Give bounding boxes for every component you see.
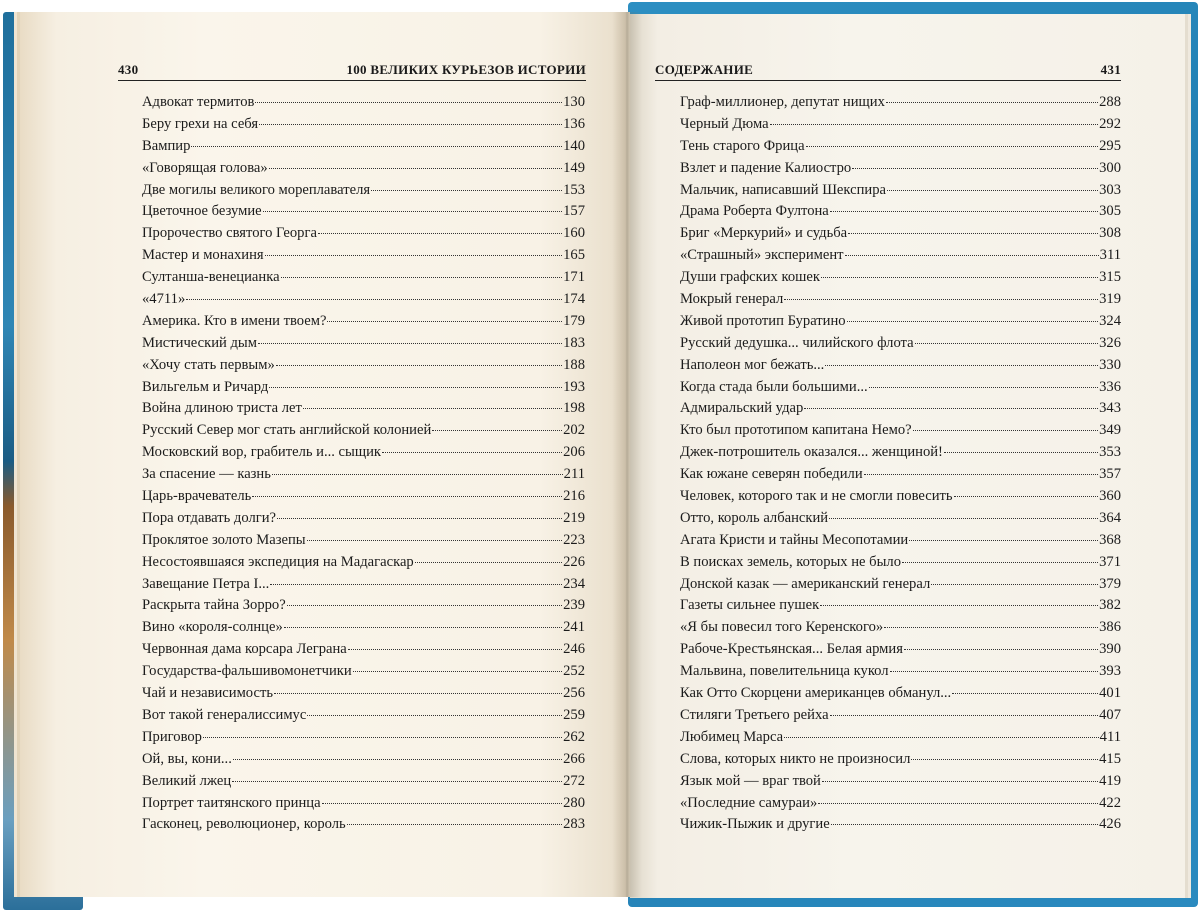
toc-entry-page: 239	[563, 597, 585, 614]
toc-leader-dots	[277, 517, 562, 519]
toc-entry	[680, 92, 1121, 114]
toc-entry-title: «4711»	[142, 291, 186, 308]
toc-entry-title: Вино «короля-солнце»	[142, 619, 283, 636]
toc-entry-title: Драма Роберта Фултона	[680, 203, 829, 220]
toc-entry-page: 193	[563, 378, 585, 395]
toc-leader-dots	[887, 189, 1098, 191]
toc-entry-page: 311	[1099, 247, 1121, 264]
toc-entry-title: Адвокат термитов	[142, 94, 255, 110]
toc-entry-title: Джек-потрошитель оказался... женщиной!	[680, 444, 943, 461]
toc-entry-title: Чижик-Пыжик и другие	[680, 816, 830, 833]
toc-entry-title: Наполеон мог бежать...	[680, 356, 825, 373]
toc-entry-page: 234	[563, 575, 585, 592]
toc-entry-page: 353	[1099, 444, 1121, 461]
toc-leader-dots	[347, 823, 562, 825]
toc-leader-dots	[258, 342, 562, 344]
toc-entry	[680, 464, 1121, 486]
toc-entry	[142, 749, 585, 771]
toc-entry	[142, 377, 585, 399]
book-gutter	[612, 12, 642, 897]
toc-entry-page: 183	[563, 334, 585, 351]
toc-entry-title: Несостоявшаяся экспедиция на Мадагаскар	[142, 553, 414, 570]
toc-entry-page: 165	[563, 247, 585, 264]
toc-entry	[142, 771, 585, 793]
toc-entry-title: Агата Кристи и тайны Месопотамии	[680, 531, 909, 548]
toc-entry	[680, 333, 1121, 355]
toc-entry	[142, 705, 585, 727]
toc-leader-dots	[232, 780, 562, 782]
toc-entry-page: 202	[563, 422, 585, 439]
toc-entry-title: Война длиною триста лет	[142, 400, 302, 417]
toc-entry-page: 300	[1099, 159, 1121, 176]
toc-entry-title: Человек, которого так и не смогли повесить	[680, 488, 953, 505]
toc-entry	[142, 201, 585, 223]
toc-entry	[142, 114, 585, 136]
toc-entry-title: Государства-фальшивомонетчики	[142, 663, 352, 680]
toc-entry	[142, 508, 585, 530]
toc-entry	[142, 267, 585, 289]
toc-leader-dots	[284, 626, 562, 628]
toc-entry-page: 330	[1099, 356, 1121, 373]
toc-entry-page: 241	[563, 619, 585, 636]
toc-entry-page: 371	[1099, 553, 1121, 570]
toc-entry	[142, 180, 585, 202]
toc-leader-dots	[931, 583, 1098, 585]
toc-entry	[680, 617, 1121, 639]
toc-entry	[142, 158, 585, 180]
toc-entry-title: Раскрыта тайна Зорро?	[142, 597, 286, 614]
toc-entry-page: 226	[563, 553, 585, 570]
toc-leader-dots	[822, 780, 1098, 782]
toc-entry-title: «Хочу стать первым»	[142, 356, 275, 373]
toc-entry-page: 256	[563, 685, 585, 702]
toc-entry-title: Как Отто Скорцени американцев обманул...	[680, 685, 952, 702]
toc-entry-title: Беру грехи на себя	[142, 115, 259, 132]
toc-entry-page: 419	[1099, 772, 1121, 789]
toc-entry-title: Бриг «Меркурий» и судьба	[680, 225, 848, 242]
toc-entry-title: Портрет таитянского принца	[142, 794, 321, 811]
toc-leader-dots	[272, 473, 563, 475]
toc-entry-title: Две могилы великого мореплавателя	[142, 181, 371, 198]
toc-leader-dots	[382, 451, 562, 453]
toc-leader-dots	[952, 692, 1098, 694]
toc-entry	[142, 420, 585, 442]
left-running-title: 100 ВЕЛИКИХ КУРЬЕЗОВ ИСТОРИИ	[346, 62, 586, 77]
toc-entry-page: 364	[1099, 509, 1121, 526]
toc-leader-dots	[307, 539, 562, 541]
toc-entry	[142, 136, 585, 158]
toc-entry-page: 308	[1099, 225, 1121, 242]
toc-leader-dots	[902, 561, 1098, 563]
toc-entry-page: 422	[1099, 794, 1121, 811]
toc-entry-page: 149	[563, 159, 585, 176]
toc-leader-dots	[784, 298, 1098, 300]
toc-entry	[142, 617, 585, 639]
toc-leader-dots	[890, 670, 1099, 672]
toc-entry-title: Царь-врачеватель	[142, 488, 252, 505]
toc-entry-title: Завещание Петра I...	[142, 575, 270, 592]
toc-leader-dots	[848, 232, 1098, 234]
toc-entry-title: Цветочное безумие	[142, 203, 262, 220]
toc-entry	[680, 355, 1121, 377]
toc-entry-page: 407	[1099, 706, 1121, 723]
toc-entry-title: Отто, король албанский	[680, 509, 829, 526]
toc-entry-page: 157	[563, 203, 585, 220]
toc-entry-page: 288	[1099, 94, 1121, 110]
toc-leader-dots	[191, 145, 562, 147]
toc-leader-dots	[911, 758, 1098, 760]
toc-entry-title: Тень старого Фрица	[680, 137, 805, 154]
toc-leader-dots	[274, 692, 562, 694]
toc-entry	[142, 595, 585, 617]
toc-entry-title: Кто был прототипом капитана Немо?	[680, 422, 912, 439]
toc-entry-page: 386	[1099, 619, 1121, 636]
toc-entry-title: Султанша-венецианка	[142, 269, 280, 286]
toc-entry-page: 382	[1099, 597, 1121, 614]
toc-leader-dots	[830, 714, 1099, 716]
toc-entry-page: 136	[563, 115, 585, 132]
toc-entry	[142, 442, 585, 464]
toc-entry	[680, 158, 1121, 180]
toc-entry-title: Мистический дым	[142, 334, 257, 351]
toc-leader-dots	[348, 648, 562, 650]
toc-entry-title: Живой прототип Буратино	[680, 312, 846, 329]
toc-leader-dots	[884, 626, 1098, 628]
toc-entry-page: 252	[563, 663, 585, 680]
toc-entry	[680, 442, 1121, 464]
right-page-number: 431	[1100, 62, 1121, 77]
toc-leader-dots	[820, 604, 1098, 606]
toc-entry-page: 292	[1099, 115, 1121, 132]
toc-leader-dots	[318, 232, 562, 234]
toc-leader-dots	[915, 342, 1099, 344]
toc-leader-dots	[818, 802, 1098, 804]
toc-entry	[680, 793, 1121, 815]
toc-entry-page: 324	[1099, 312, 1121, 329]
toc-entry	[142, 333, 585, 355]
toc-leader-dots	[852, 167, 1098, 169]
toc-leader-dots	[954, 495, 1099, 497]
toc-entry-page: 303	[1099, 181, 1121, 198]
toc-leader-dots	[259, 123, 562, 125]
toc-entry-page: 280	[563, 794, 585, 811]
toc-entry-page: 319	[1099, 291, 1121, 308]
toc-leader-dots	[353, 670, 562, 672]
toc-entry-title: «Последние самураи»	[680, 794, 818, 811]
toc-entry	[680, 420, 1121, 442]
toc-entry	[142, 92, 585, 114]
toc-leader-dots	[233, 758, 562, 760]
toc-leader-dots	[270, 583, 562, 585]
toc-entry-page: 426	[1099, 816, 1121, 833]
toc-entry	[680, 639, 1121, 661]
toc-entry	[142, 223, 585, 245]
toc-entry	[680, 595, 1121, 617]
toc-entry-title: В поисках земель, которых не было	[680, 553, 901, 570]
toc-entry-title: Рабоче-Крестьянская... Белая армия	[680, 641, 903, 658]
toc-entry	[142, 464, 585, 486]
toc-entry-page: 379	[1099, 575, 1121, 592]
toc-entry-page: 259	[563, 706, 585, 723]
toc-entry-page: 295	[1099, 137, 1121, 154]
toc-entry	[680, 683, 1121, 705]
toc-entry	[142, 311, 585, 333]
toc-leader-dots	[265, 254, 562, 256]
toc-entry	[680, 574, 1121, 596]
toc-leader-dots	[269, 167, 562, 169]
toc-entry-title: Мальвина, повелительница кукол	[680, 663, 889, 680]
toc-entry	[680, 552, 1121, 574]
toc-leader-dots	[845, 254, 1099, 256]
toc-entry-page: 140	[563, 137, 585, 154]
toc-entry	[142, 793, 585, 815]
toc-leader-dots	[415, 561, 562, 563]
toc-entry-title: Граф-миллионер, депутат нищих	[680, 94, 885, 110]
toc-leader-dots	[281, 276, 563, 278]
toc-leader-dots	[203, 736, 562, 738]
toc-entry-title: Любимец Марса	[680, 728, 784, 745]
toc-entry	[142, 639, 585, 661]
toc-leader-dots	[770, 123, 1098, 125]
toc-leader-dots	[269, 386, 562, 388]
toc-leader-dots	[287, 604, 562, 606]
toc-leader-dots	[804, 407, 1098, 409]
toc-entry-title: Когда стада были большими...	[680, 378, 868, 395]
toc-entry-page: 223	[563, 531, 585, 548]
toc-leader-dots	[825, 364, 1098, 366]
toc-entry-page: 360	[1099, 488, 1121, 505]
toc-entry-page: 160	[563, 225, 585, 242]
left-running-head	[118, 62, 586, 81]
toc-entry	[142, 398, 585, 420]
toc-entry	[680, 377, 1121, 399]
toc-entry-page: 216	[563, 488, 585, 505]
toc-leader-dots	[869, 386, 1098, 388]
toc-entry-title: Ой, вы, кони...	[142, 750, 232, 767]
toc-entry-title: Как южане северян победили	[680, 466, 863, 483]
toc-entry-page: 401	[1099, 685, 1121, 702]
toc-entry-page: 415	[1099, 750, 1121, 767]
toc-entry-title: «Я бы повесил того Керенского»	[680, 619, 884, 636]
toc-leader-dots	[909, 539, 1098, 541]
toc-entry	[680, 223, 1121, 245]
toc-entry-title: Приговор	[142, 728, 202, 745]
toc-entry-page: 174	[563, 291, 585, 308]
toc-entry-page: 272	[563, 772, 585, 789]
toc-entry-title: Язык мой — враг твой	[680, 772, 821, 789]
toc-entry-title: Пора отдавать долги?	[142, 509, 277, 526]
toc-entry	[142, 486, 585, 508]
toc-entry-page: 283	[563, 816, 585, 833]
toc-entry-title: Донской казак — американский генерал	[680, 575, 931, 592]
toc-entry	[142, 727, 585, 749]
toc-entry-title: Мальчик, написавший Шекспира	[680, 181, 886, 198]
toc-entry	[680, 201, 1121, 223]
toc-leader-dots	[276, 364, 562, 366]
toc-entry-page: 130	[563, 94, 585, 110]
toc-entry	[680, 289, 1121, 311]
toc-entry-page: 336	[1099, 378, 1121, 395]
toc-leader-dots	[322, 802, 563, 804]
toc-entry-title: «Страшный» эксперимент	[680, 247, 844, 264]
toc-leader-dots	[831, 823, 1098, 825]
toc-entry	[680, 486, 1121, 508]
toc-leader-dots	[255, 101, 562, 103]
toc-leader-dots	[327, 320, 562, 322]
toc-entry	[142, 814, 585, 836]
toc-leader-dots	[847, 320, 1099, 322]
toc-entry	[680, 508, 1121, 530]
toc-entry-page: 188	[563, 356, 585, 373]
toc-entry	[680, 530, 1121, 552]
toc-entry-page: 411	[1099, 728, 1121, 745]
toc-leader-dots	[806, 145, 1099, 147]
toc-entry-title: Московский вор, грабитель и... сыщик	[142, 444, 381, 461]
toc-entry-title: Америка. Кто в имени твоем?	[142, 312, 327, 329]
toc-entry-page: 262	[563, 728, 585, 745]
toc-entry-page: 357	[1099, 466, 1121, 483]
toc-entry-title: Черный Дюма	[680, 115, 769, 132]
toc-leader-dots	[371, 189, 562, 191]
toc-entry-title: Русский дедушка... чилийского флота	[680, 334, 914, 351]
toc-entry-page: 246	[563, 641, 585, 658]
toc-entry-title: Стиляги Третьего рейха	[680, 706, 829, 723]
toc-entry	[680, 749, 1121, 771]
toc-entry	[680, 727, 1121, 749]
toc-entry-page: 368	[1099, 531, 1121, 548]
left-page-number: 430	[118, 62, 139, 77]
toc-entry-title: Пророчество святого Георга	[142, 225, 317, 242]
toc-leader-dots	[830, 210, 1098, 212]
toc-leader-dots	[904, 648, 1098, 650]
toc-leader-dots	[307, 714, 562, 716]
toc-entry-title: Проклятое золото Мазепы	[142, 531, 306, 548]
toc-entry	[142, 552, 585, 574]
toc-entry-title: Великий лжец	[142, 772, 232, 789]
toc-entry-title: Слова, которых никто не произносил	[680, 750, 911, 767]
toc-leader-dots	[186, 298, 562, 300]
toc-leader-dots	[829, 517, 1098, 519]
toc-leader-dots	[864, 473, 1098, 475]
left-toc-list	[142, 92, 585, 836]
right-toc-list	[680, 92, 1121, 836]
toc-entry-title: Гасконец, революционер, король	[142, 816, 346, 833]
toc-entry-title: Души графских кошек	[680, 269, 820, 286]
toc-leader-dots	[432, 429, 562, 431]
toc-entry	[142, 289, 585, 311]
toc-entry-title: Червонная дама корсара Леграна	[142, 641, 347, 658]
toc-entry	[680, 311, 1121, 333]
toc-entry-page: 206	[563, 444, 585, 461]
toc-entry	[680, 114, 1121, 136]
toc-entry-title: Русский Север мог стать английской колонией	[142, 422, 432, 439]
toc-leader-dots	[913, 429, 1098, 431]
toc-entry-title: Чай и независимость	[142, 685, 273, 702]
right-running-title: СОДЕРЖАНИЕ	[655, 62, 754, 77]
toc-leader-dots	[944, 451, 1098, 453]
toc-entry	[680, 180, 1121, 202]
toc-entry-page: 219	[563, 509, 585, 526]
toc-entry-page: 198	[563, 400, 585, 417]
toc-entry	[680, 771, 1121, 793]
toc-entry-title: Взлет и падение Калиостро	[680, 159, 852, 176]
toc-entry	[142, 574, 585, 596]
toc-entry-page: 349	[1099, 422, 1121, 439]
toc-entry-title: Мокрый генерал	[680, 291, 784, 308]
toc-entry-title: Вампир	[142, 137, 191, 154]
toc-entry-title: «Говорящая голова»	[142, 159, 268, 176]
toc-entry	[680, 245, 1121, 267]
toc-entry-page: 153	[563, 181, 585, 198]
toc-entry	[142, 683, 585, 705]
toc-entry	[142, 530, 585, 552]
toc-entry-page: 326	[1099, 334, 1121, 351]
toc-entry	[142, 661, 585, 683]
toc-entry	[680, 814, 1121, 836]
toc-entry-page: 315	[1099, 269, 1121, 286]
toc-entry	[680, 136, 1121, 158]
toc-entry-title: Мастер и монахиня	[142, 247, 264, 264]
toc-entry-page: 393	[1099, 663, 1121, 680]
toc-leader-dots	[252, 495, 562, 497]
toc-leader-dots	[886, 101, 1098, 103]
toc-leader-dots	[784, 736, 1099, 738]
toc-entry-page: 390	[1099, 641, 1121, 658]
toc-entry-title: За спасение — казнь	[142, 466, 271, 483]
toc-entry-page: 179	[563, 312, 585, 329]
toc-entry-title: Вот такой генералиссимус	[142, 706, 307, 723]
toc-entry-title: Вильгельм и Ричард	[142, 378, 269, 395]
toc-entry-page: 171	[563, 269, 585, 286]
toc-leader-dots	[303, 407, 562, 409]
toc-leader-dots	[821, 276, 1098, 278]
toc-entry	[680, 267, 1121, 289]
toc-entry-page: 305	[1099, 203, 1121, 220]
toc-entry-title: Адмиральский удар	[680, 400, 804, 417]
toc-entry	[680, 398, 1121, 420]
toc-entry	[142, 355, 585, 377]
toc-entry-page: 343	[1099, 400, 1121, 417]
toc-leader-dots	[263, 210, 562, 212]
toc-entry-page: 266	[563, 750, 585, 767]
toc-entry-title: Газеты сильнее пушек	[680, 597, 820, 614]
toc-entry-page: 211	[563, 466, 585, 483]
right-running-head	[655, 62, 1121, 81]
toc-entry	[680, 661, 1121, 683]
toc-entry	[142, 245, 585, 267]
toc-entry	[680, 705, 1121, 727]
